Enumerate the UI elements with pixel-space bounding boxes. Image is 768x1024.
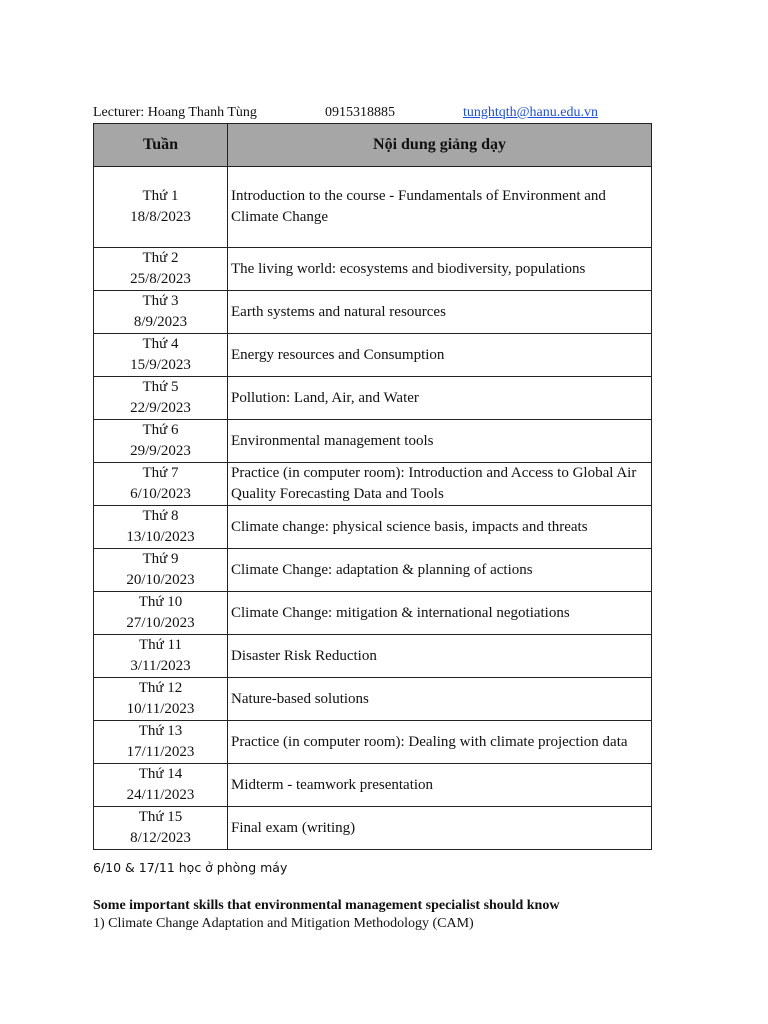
table-row [94, 549, 652, 592]
table-row [94, 248, 652, 291]
week-label: Thứ 10 [138, 594, 183, 610]
content-cell: Introduction to the course - Fundamentals of Environment and Climate Change [228, 167, 652, 248]
week-date: 20/10/2023 [126, 572, 195, 588]
lecturer-name: Lecturer: Hoang Thanh Tùng [93, 105, 257, 120]
lecturer-email-link[interactable]: tunghtqth@hanu.edu.vn [463, 105, 598, 120]
week-date: 27/10/2023 [126, 615, 195, 631]
week-label: Thứ 1 [142, 188, 179, 204]
week-date: 3/11/2023 [130, 658, 191, 674]
content-cell: The living world: ecosystems and biodiversity, populations [228, 248, 652, 291]
week-cell [94, 506, 228, 549]
week-label: Thứ 7 [142, 465, 179, 481]
table-row [94, 167, 652, 248]
week-date: 6/10/2023 [130, 486, 191, 502]
week-cell [94, 764, 228, 807]
schedule-body [94, 167, 652, 850]
week-date: 13/10/2023 [126, 529, 195, 545]
week-label: Thứ 6 [142, 422, 179, 438]
table-row [94, 506, 652, 549]
week-label: Thứ 4 [142, 336, 179, 352]
week-cell [94, 167, 228, 248]
table-row [94, 807, 652, 850]
week-label: Thứ 14 [138, 766, 183, 782]
week-cell [94, 678, 228, 721]
content-cell: Climate Change: adaptation & planning of actions [228, 549, 652, 592]
document-header [93, 104, 653, 122]
week-date: 10/11/2023 [126, 701, 195, 717]
week-cell [94, 549, 228, 592]
content-cell: Climate change: physical science basis, impacts and threats [228, 506, 652, 549]
week-date: 8/9/2023 [133, 314, 188, 330]
table-row [94, 377, 652, 420]
week-date: 22/9/2023 [130, 400, 191, 416]
week-date: 15/9/2023 [130, 357, 191, 373]
week-date: 25/8/2023 [130, 271, 191, 287]
column-header-content: Nội dung giảng dạy [228, 124, 652, 167]
content-cell: Pollution: Land, Air, and Water [228, 377, 652, 420]
table-row [94, 721, 652, 764]
content-cell: Environmental management tools [228, 420, 652, 463]
table-row [94, 334, 652, 377]
week-label: Thứ 11 [139, 637, 182, 653]
week-cell [94, 807, 228, 850]
week-label: Thứ 2 [142, 250, 179, 266]
week-cell [94, 592, 228, 635]
week-label: Thứ 9 [142, 551, 179, 567]
week-cell [94, 721, 228, 764]
content-cell: Energy resources and Consumption [228, 334, 652, 377]
week-cell [94, 248, 228, 291]
table-header-row [94, 124, 652, 167]
room-note: 6/10 & 17/11 học ở phòng máy [93, 860, 288, 875]
content-cell: Nature-based solutions [228, 678, 652, 721]
schedule-table [93, 123, 652, 850]
week-date: 18/8/2023 [130, 209, 191, 225]
table-row [94, 291, 652, 334]
week-date: 24/11/2023 [126, 787, 195, 803]
table-row [94, 678, 652, 721]
week-date: 17/11/2023 [126, 744, 195, 760]
week-label: Thứ 12 [138, 680, 183, 696]
skills-item: 1) Climate Change Adaptation and Mitigation Methodology (CAM) [93, 916, 474, 931]
week-date: 8/12/2023 [130, 830, 191, 846]
week-date: 29/9/2023 [130, 443, 191, 459]
column-header-week: Tuần [94, 124, 228, 167]
content-cell: Climate Change: mitigation & international negotiations [228, 592, 652, 635]
week-label: Thứ 3 [142, 293, 179, 309]
content-cell: Practice (in computer room): Introduction and Access to Global Air Quality Forecasting Data and Tools [228, 463, 652, 506]
table-row [94, 463, 652, 506]
table-row [94, 764, 652, 807]
table-row [94, 635, 652, 678]
content-cell: Final exam (writing) [228, 807, 652, 850]
content-cell: Disaster Risk Reduction [228, 635, 652, 678]
table-row [94, 420, 652, 463]
week-label: Thứ 13 [138, 723, 183, 739]
week-label: Thứ 8 [142, 508, 179, 524]
week-label: Thứ 5 [142, 379, 179, 395]
content-cell: Midterm - teamwork presentation [228, 764, 652, 807]
lecturer-phone: 0915318885 [325, 105, 395, 120]
content-cell: Practice (in computer room): Dealing with climate projection data [228, 721, 652, 764]
week-label: Thứ 15 [138, 809, 183, 825]
week-cell [94, 334, 228, 377]
table-row [94, 592, 652, 635]
skills-heading: Some important skills that environmental management specialist should know [93, 898, 560, 913]
week-cell [94, 291, 228, 334]
content-cell: Earth systems and natural resources [228, 291, 652, 334]
week-cell [94, 463, 228, 506]
week-cell [94, 420, 228, 463]
week-cell [94, 635, 228, 678]
week-cell [94, 377, 228, 420]
